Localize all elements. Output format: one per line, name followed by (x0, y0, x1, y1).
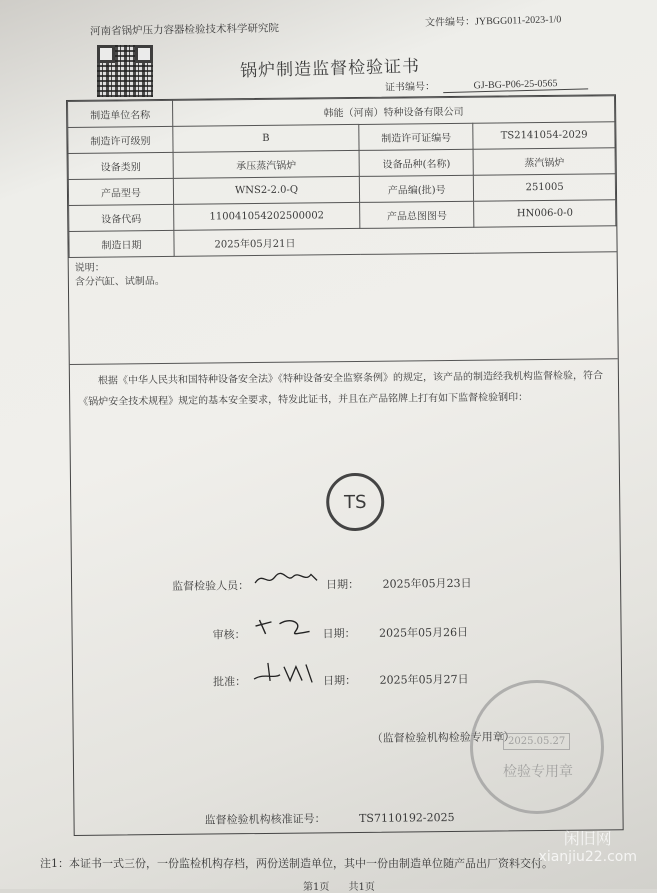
approval-number-value: TS7110192-2025 (358, 810, 455, 825)
manufacture-date-value: 2025年05月21日 (174, 226, 616, 257)
cell-value: 承压蒸汽锅炉 (173, 150, 359, 178)
reviewer-signature-row (212, 612, 468, 643)
file-number-value: JYBGG011-2023-1/0 (474, 14, 562, 28)
inspection-date: 2025年05月23日 (382, 576, 472, 591)
cell-value: HN006-0-0 (474, 200, 616, 227)
inspection-seal (470, 680, 604, 814)
cell-label: 设备类别 (68, 152, 173, 179)
certificate-number-label: 证书编号： (384, 81, 436, 94)
reviewer-label: 审核： (212, 628, 246, 642)
approval-number-row (204, 809, 454, 828)
approver-label: 批准： (213, 675, 247, 689)
page-indicator (303, 878, 375, 893)
manufacturer-label: 制造单位名称 (68, 100, 173, 127)
cell-value: 11004105420250000​2 (174, 202, 360, 230)
watermark (539, 826, 637, 865)
review-date: 2025年05月26日 (379, 625, 469, 640)
date-label: 日期： (326, 577, 360, 592)
footer-note: 注1：本证书一式三份，一份监检机构存档，两份送制造单位，其中一份由制造单位随产品出厂资料交付。 (40, 857, 553, 870)
cell-label: 产品型号 (68, 178, 173, 205)
cell-label: 制造许可证编号 (359, 123, 474, 150)
qr-code-icon (97, 45, 153, 97)
cell-value: 蒸汽锅炉 (473, 148, 615, 175)
equipment-info-table (67, 95, 617, 258)
certificate-number-value: GJ-BG-P06-25-0565 (443, 77, 588, 93)
page-current: 第1页 (303, 882, 330, 893)
cell-label: 产品编(批)号 (359, 175, 474, 202)
notes-label: 说明： (74, 262, 105, 274)
approval-date: 2025年05月27日 (379, 672, 469, 687)
file-number-label: 文件编号： (424, 16, 476, 29)
cell-label: 制造许可级别 (68, 126, 173, 153)
cell-value: B (173, 124, 359, 152)
approver-signature (249, 658, 319, 685)
inspector-label: 监督检验人员： (172, 579, 250, 593)
reviewer-signature (249, 613, 319, 638)
document-title: 锅炉制造监督检验证书 (239, 56, 421, 82)
file-number (425, 10, 562, 29)
cell-value: 251005 (474, 174, 616, 201)
cell-label: 设备品种(名称) (359, 149, 474, 176)
watermark-site: xianjiu22.com (538, 849, 637, 865)
inspector-signature-row (172, 567, 472, 594)
approver-signature-row (213, 657, 469, 690)
institute-name: 河南省锅炉压力容器检验技术科学研究院 (89, 22, 280, 38)
cell-value: WNS2-2.0-Q (173, 176, 359, 204)
date-label: 日期： (323, 673, 357, 688)
ts-stamp-mark: TS (326, 473, 385, 532)
statement-text: 根据《中华人民共和国特种设备安全法》《特种设备安全监察条例》的规定，该产品的制造经我机构监督检验，符合《锅炉安全技术规程》规定的基本安全要求，特发此证书，并且在产品铭牌上打有如下监督检验钢印： (78, 370, 603, 408)
manufacture-date-label: 制造日期 (69, 230, 174, 257)
cell-label: 设备代码 (69, 204, 174, 231)
watermark-name: 闲旧网 (563, 829, 612, 848)
seal-caption: （监督检验机构检验专用章） (371, 730, 515, 745)
seal-date: 2025.05.27 (503, 733, 570, 750)
notes-section (69, 252, 618, 365)
seal-text: 检验专用章 (503, 764, 573, 780)
cell-value: TS2141054-2029 (473, 122, 615, 149)
date-label: 日期： (322, 626, 356, 641)
notes-text: 含分汽缸、试制品。 (74, 275, 165, 288)
page-total: 共1页 (348, 882, 375, 893)
inspector-signature (252, 568, 322, 589)
manufacturer-value: 韩能（河南）特种设备有限公司 (173, 96, 615, 127)
cell-label: 产品总图图号 (360, 201, 475, 228)
approval-number-label: 监督检验机构核准证号： (204, 812, 326, 827)
